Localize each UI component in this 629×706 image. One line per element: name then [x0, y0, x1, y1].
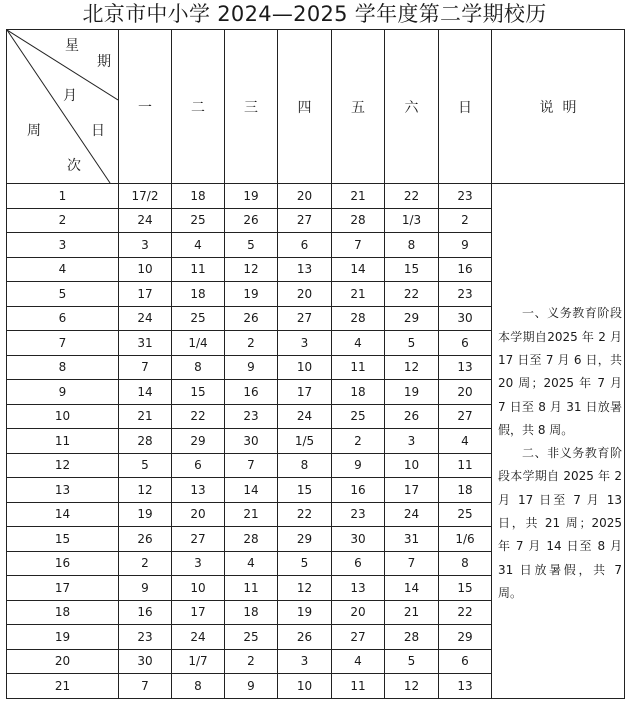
note-paragraph: 二、非义务教育阶段本学期自 2025 年 2 月 17 日至 7 月 13 日，共 21 周；2025 年 7 月 14 日至 8 月 31 日放暑假，共 7 周。 [498, 446, 622, 600]
date-cell: 4 [172, 233, 225, 258]
weekday-header: 三 [225, 30, 278, 184]
date-cell: 5 [385, 649, 439, 674]
date-cell: 16 [119, 600, 172, 625]
date-cell: 23 [439, 184, 492, 209]
date-cell: 29 [172, 429, 225, 454]
date-cell: 27 [278, 208, 332, 233]
week-number-cell: 4 [7, 257, 119, 282]
date-cell: 21 [332, 184, 385, 209]
date-cell: 10 [278, 674, 332, 699]
date-cell: 6 [439, 331, 492, 356]
weekday-header: 四 [278, 30, 332, 184]
date-cell: 21 [385, 600, 439, 625]
date-cell: 26 [119, 527, 172, 552]
date-cell: 20 [278, 282, 332, 307]
date-cell: 22 [172, 404, 225, 429]
date-cell: 20 [439, 380, 492, 405]
date-cell: 11 [225, 576, 278, 601]
date-cell: 24 [119, 306, 172, 331]
date-cell: 8 [172, 355, 225, 380]
date-cell: 28 [332, 306, 385, 331]
date-cell: 28 [119, 429, 172, 454]
calendar-table [6, 29, 625, 699]
date-cell: 24 [172, 625, 225, 650]
date-cell: 5 [225, 233, 278, 258]
date-cell: 26 [225, 306, 278, 331]
calendar-body [7, 184, 625, 699]
date-cell: 30 [332, 527, 385, 552]
date-cell: 18 [172, 184, 225, 209]
date-cell: 11 [332, 674, 385, 699]
date-cell: 18 [225, 600, 278, 625]
date-cell: 18 [332, 380, 385, 405]
date-cell: 16 [225, 380, 278, 405]
date-cell: 7 [332, 233, 385, 258]
date-cell: 25 [172, 208, 225, 233]
date-cell: 27 [278, 306, 332, 331]
weekday-header: 日 [439, 30, 492, 184]
corner-label-ci: 次 [67, 158, 81, 174]
date-cell: 2 [225, 331, 278, 356]
date-cell: 23 [119, 625, 172, 650]
date-cell: 6 [439, 649, 492, 674]
date-cell: 26 [385, 404, 439, 429]
date-cell: 24 [278, 404, 332, 429]
date-cell: 3 [278, 331, 332, 356]
week-number-cell: 10 [7, 404, 119, 429]
date-cell: 19 [225, 184, 278, 209]
date-cell: 6 [278, 233, 332, 258]
date-cell: 11 [172, 257, 225, 282]
date-cell: 8 [385, 233, 439, 258]
date-cell: 15 [439, 576, 492, 601]
date-cell: 13 [278, 257, 332, 282]
date-cell: 2 [119, 551, 172, 576]
week-number-cell: 2 [7, 208, 119, 233]
date-cell: 29 [278, 527, 332, 552]
week-number-cell: 13 [7, 478, 119, 503]
date-cell: 7 [385, 551, 439, 576]
date-cell: 14 [225, 478, 278, 503]
date-cell: 18 [439, 478, 492, 503]
diagonal-corner-cell [7, 30, 119, 184]
date-cell: 11 [332, 355, 385, 380]
week-row [7, 184, 625, 209]
date-cell: 22 [385, 282, 439, 307]
date-cell: 28 [332, 208, 385, 233]
date-cell: 19 [278, 600, 332, 625]
week-number-cell: 8 [7, 355, 119, 380]
date-cell: 24 [385, 502, 439, 527]
date-cell: 15 [172, 380, 225, 405]
date-cell: 4 [439, 429, 492, 454]
date-cell: 22 [278, 502, 332, 527]
date-cell: 4 [332, 649, 385, 674]
date-cell: 2 [225, 649, 278, 674]
date-cell: 9 [225, 355, 278, 380]
date-cell: 2 [439, 208, 492, 233]
week-number-cell: 7 [7, 331, 119, 356]
week-number-cell: 18 [7, 600, 119, 625]
notes-header: 说 明 [492, 30, 625, 184]
date-cell: 9 [332, 453, 385, 478]
date-cell: 17 [172, 600, 225, 625]
date-cell: 21 [225, 502, 278, 527]
date-cell: 3 [278, 649, 332, 674]
date-cell: 21 [119, 404, 172, 429]
date-cell: 25 [439, 502, 492, 527]
date-cell: 9 [119, 576, 172, 601]
date-cell: 24 [119, 208, 172, 233]
weekday-header: 一 [119, 30, 172, 184]
date-cell: 28 [225, 527, 278, 552]
date-cell: 1/6 [439, 527, 492, 552]
date-cell: 12 [278, 576, 332, 601]
date-cell: 15 [385, 257, 439, 282]
date-cell: 8 [278, 453, 332, 478]
week-number-cell: 1 [7, 184, 119, 209]
date-cell: 10 [278, 355, 332, 380]
date-cell: 13 [172, 478, 225, 503]
date-cell: 7 [119, 674, 172, 699]
weekday-header: 五 [332, 30, 385, 184]
date-cell: 10 [119, 257, 172, 282]
date-cell: 9 [439, 233, 492, 258]
date-cell: 26 [225, 208, 278, 233]
date-cell: 21 [332, 282, 385, 307]
date-cell: 20 [278, 184, 332, 209]
date-cell: 12 [225, 257, 278, 282]
corner-label-qi: 期 [97, 54, 111, 70]
date-cell: 1/4 [172, 331, 225, 356]
header-row [7, 30, 625, 184]
date-cell: 5 [385, 331, 439, 356]
date-cell: 12 [119, 478, 172, 503]
date-cell: 7 [119, 355, 172, 380]
date-cell: 15 [278, 478, 332, 503]
date-cell: 17 [278, 380, 332, 405]
corner-label-ri: 日 [91, 123, 105, 139]
date-cell: 1/5 [278, 429, 332, 454]
date-cell: 6 [172, 453, 225, 478]
week-number-cell: 6 [7, 306, 119, 331]
date-cell: 22 [439, 600, 492, 625]
notes-cell [492, 184, 625, 699]
week-number-cell: 12 [7, 453, 119, 478]
week-number-cell: 17 [7, 576, 119, 601]
date-cell: 3 [385, 429, 439, 454]
date-cell: 2 [332, 429, 385, 454]
date-cell: 29 [439, 625, 492, 650]
date-cell: 16 [439, 257, 492, 282]
date-cell: 5 [278, 551, 332, 576]
date-cell: 26 [278, 625, 332, 650]
date-cell: 30 [439, 306, 492, 331]
week-number-cell: 19 [7, 625, 119, 650]
date-cell: 1/3 [385, 208, 439, 233]
date-cell: 29 [385, 306, 439, 331]
date-cell: 30 [119, 649, 172, 674]
date-cell: 8 [172, 674, 225, 699]
date-cell: 27 [439, 404, 492, 429]
date-cell: 12 [385, 674, 439, 699]
date-cell: 17/2 [119, 184, 172, 209]
date-cell: 12 [385, 355, 439, 380]
week-number-cell: 14 [7, 502, 119, 527]
date-cell: 13 [439, 355, 492, 380]
week-number-cell: 15 [7, 527, 119, 552]
week-number-cell: 3 [7, 233, 119, 258]
corner-label-yue: 月 [63, 88, 77, 104]
date-cell: 4 [225, 551, 278, 576]
date-cell: 27 [172, 527, 225, 552]
date-cell: 23 [439, 282, 492, 307]
date-cell: 28 [385, 625, 439, 650]
week-number-cell: 11 [7, 429, 119, 454]
week-number-cell: 21 [7, 674, 119, 699]
date-cell: 19 [119, 502, 172, 527]
date-cell: 31 [119, 331, 172, 356]
date-cell: 17 [385, 478, 439, 503]
date-cell: 14 [332, 257, 385, 282]
week-number-cell: 5 [7, 282, 119, 307]
date-cell: 25 [225, 625, 278, 650]
week-number-cell: 16 [7, 551, 119, 576]
weekday-header: 六 [385, 30, 439, 184]
date-cell: 25 [332, 404, 385, 429]
corner-label-xing: 星 [65, 38, 79, 54]
date-cell: 18 [172, 282, 225, 307]
date-cell: 14 [385, 576, 439, 601]
date-cell: 23 [332, 502, 385, 527]
date-cell: 10 [172, 576, 225, 601]
date-cell: 16 [332, 478, 385, 503]
page-title: 北京市中小学 2024—2025 学年度第二学期校历 [82, 2, 547, 26]
date-cell: 25 [172, 306, 225, 331]
date-cell: 27 [332, 625, 385, 650]
date-cell: 20 [172, 502, 225, 527]
date-cell: 22 [385, 184, 439, 209]
date-cell: 13 [332, 576, 385, 601]
date-cell: 1/7 [172, 649, 225, 674]
date-cell: 23 [225, 404, 278, 429]
date-cell: 3 [119, 233, 172, 258]
week-number-cell: 20 [7, 649, 119, 674]
date-cell: 5 [119, 453, 172, 478]
date-cell: 10 [385, 453, 439, 478]
date-cell: 31 [385, 527, 439, 552]
date-cell: 13 [439, 674, 492, 699]
date-cell: 4 [332, 331, 385, 356]
date-cell: 8 [439, 551, 492, 576]
date-cell: 6 [332, 551, 385, 576]
date-cell: 20 [332, 600, 385, 625]
date-cell: 11 [439, 453, 492, 478]
date-cell: 19 [385, 380, 439, 405]
date-cell: 7 [225, 453, 278, 478]
note-paragraph: 一、义务教育阶段本学期自2025 年 2 月 17 日至 7 月 6 日，共 20 周；2025 年 7 月 7 日至 8 月 31 日放暑假，共 8 周。 [498, 306, 622, 437]
date-cell: 3 [172, 551, 225, 576]
date-cell: 30 [225, 429, 278, 454]
date-cell: 14 [119, 380, 172, 405]
week-number-cell: 9 [7, 380, 119, 405]
date-cell: 9 [225, 674, 278, 699]
corner-label-zhou: 周 [27, 123, 41, 139]
weekday-header: 二 [172, 30, 225, 184]
date-cell: 19 [225, 282, 278, 307]
date-cell: 17 [119, 282, 172, 307]
